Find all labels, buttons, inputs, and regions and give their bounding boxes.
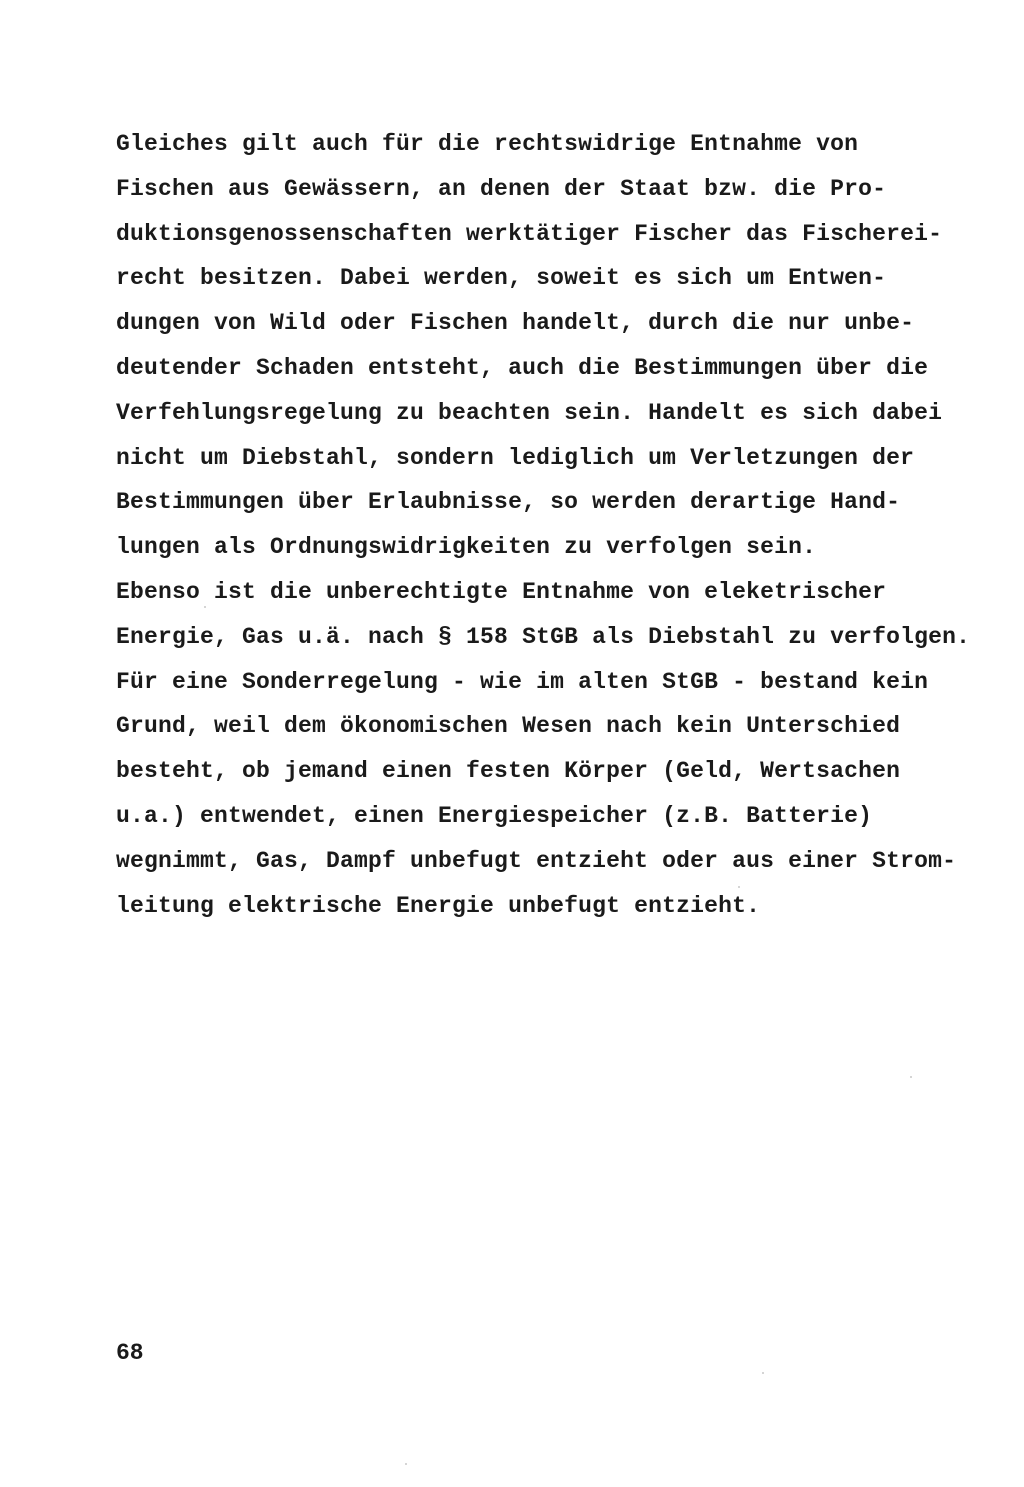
text-line-7: Verfehlungsregelung zu beachten sein. Handelt es sich dabei [116, 399, 943, 426]
scan-speck [762, 1372, 764, 1374]
text-line-11: Ebenso ist die unberechtigte Entnahme von eleketrischer [116, 578, 887, 605]
text-line-10: lungen als Ordnungswidrigkeiten zu verfolgen sein. [116, 534, 817, 561]
text-line-13: Für eine Sonderregelung - wie im alten StGB - bestand kein [116, 668, 929, 695]
page-number: 68 [116, 1340, 144, 1366]
text-line-1: Gleiches gilt auch für die rechtswidrige Entnahme von [116, 131, 859, 157]
text-line-18: leitung elektrische Energie unbefugt entzieht. [116, 892, 761, 919]
text-line-4: recht besitzen. Dabei werden, soweit es sich um Entwen- [116, 265, 887, 292]
text-line-5: dungen von Wild oder Fischen handelt, durch die nur unbe- [116, 310, 915, 337]
text-line-3: duktionsgenossenschaften werktätiger Fischer das Fischerei- [116, 220, 943, 247]
text-line-8: nicht um Diebstahl, sondern lediglich um Verletzungen der [116, 444, 915, 471]
text-line-16: u.a.) entwendet, einen Energiespeicher (z.B. Batterie) [116, 802, 873, 829]
text-line-15: besteht, ob jemand einen festen Körper (Geld, Wertsachen [116, 758, 901, 785]
text-line-12: Energie, Gas u.ä. nach § 158 StGB als Diebstahl zu verfolgen. [116, 623, 971, 650]
text-line-2: Fischen aus Gewässern, an denen der Staat bzw. die Pro- [116, 175, 887, 202]
text-line-6: deutender Schaden entsteht, auch die Bestimmungen über die [116, 354, 929, 381]
scan-speck [204, 606, 206, 608]
scan-speck [738, 886, 740, 888]
text-line-9: Bestimmungen über Erlaubnisse, so werden derartige Hand- [116, 489, 901, 516]
body-text [116, 122, 996, 928]
scan-speck [910, 1076, 912, 1078]
text-line-17: wegnimmt, Gas, Dampf unbefugt entzieht oder aus einer Strom- [116, 847, 957, 874]
scan-speck [405, 1463, 407, 1465]
text-line-14: Grund, weil dem ökonomischen Wesen nach kein Unterschied [116, 713, 901, 740]
